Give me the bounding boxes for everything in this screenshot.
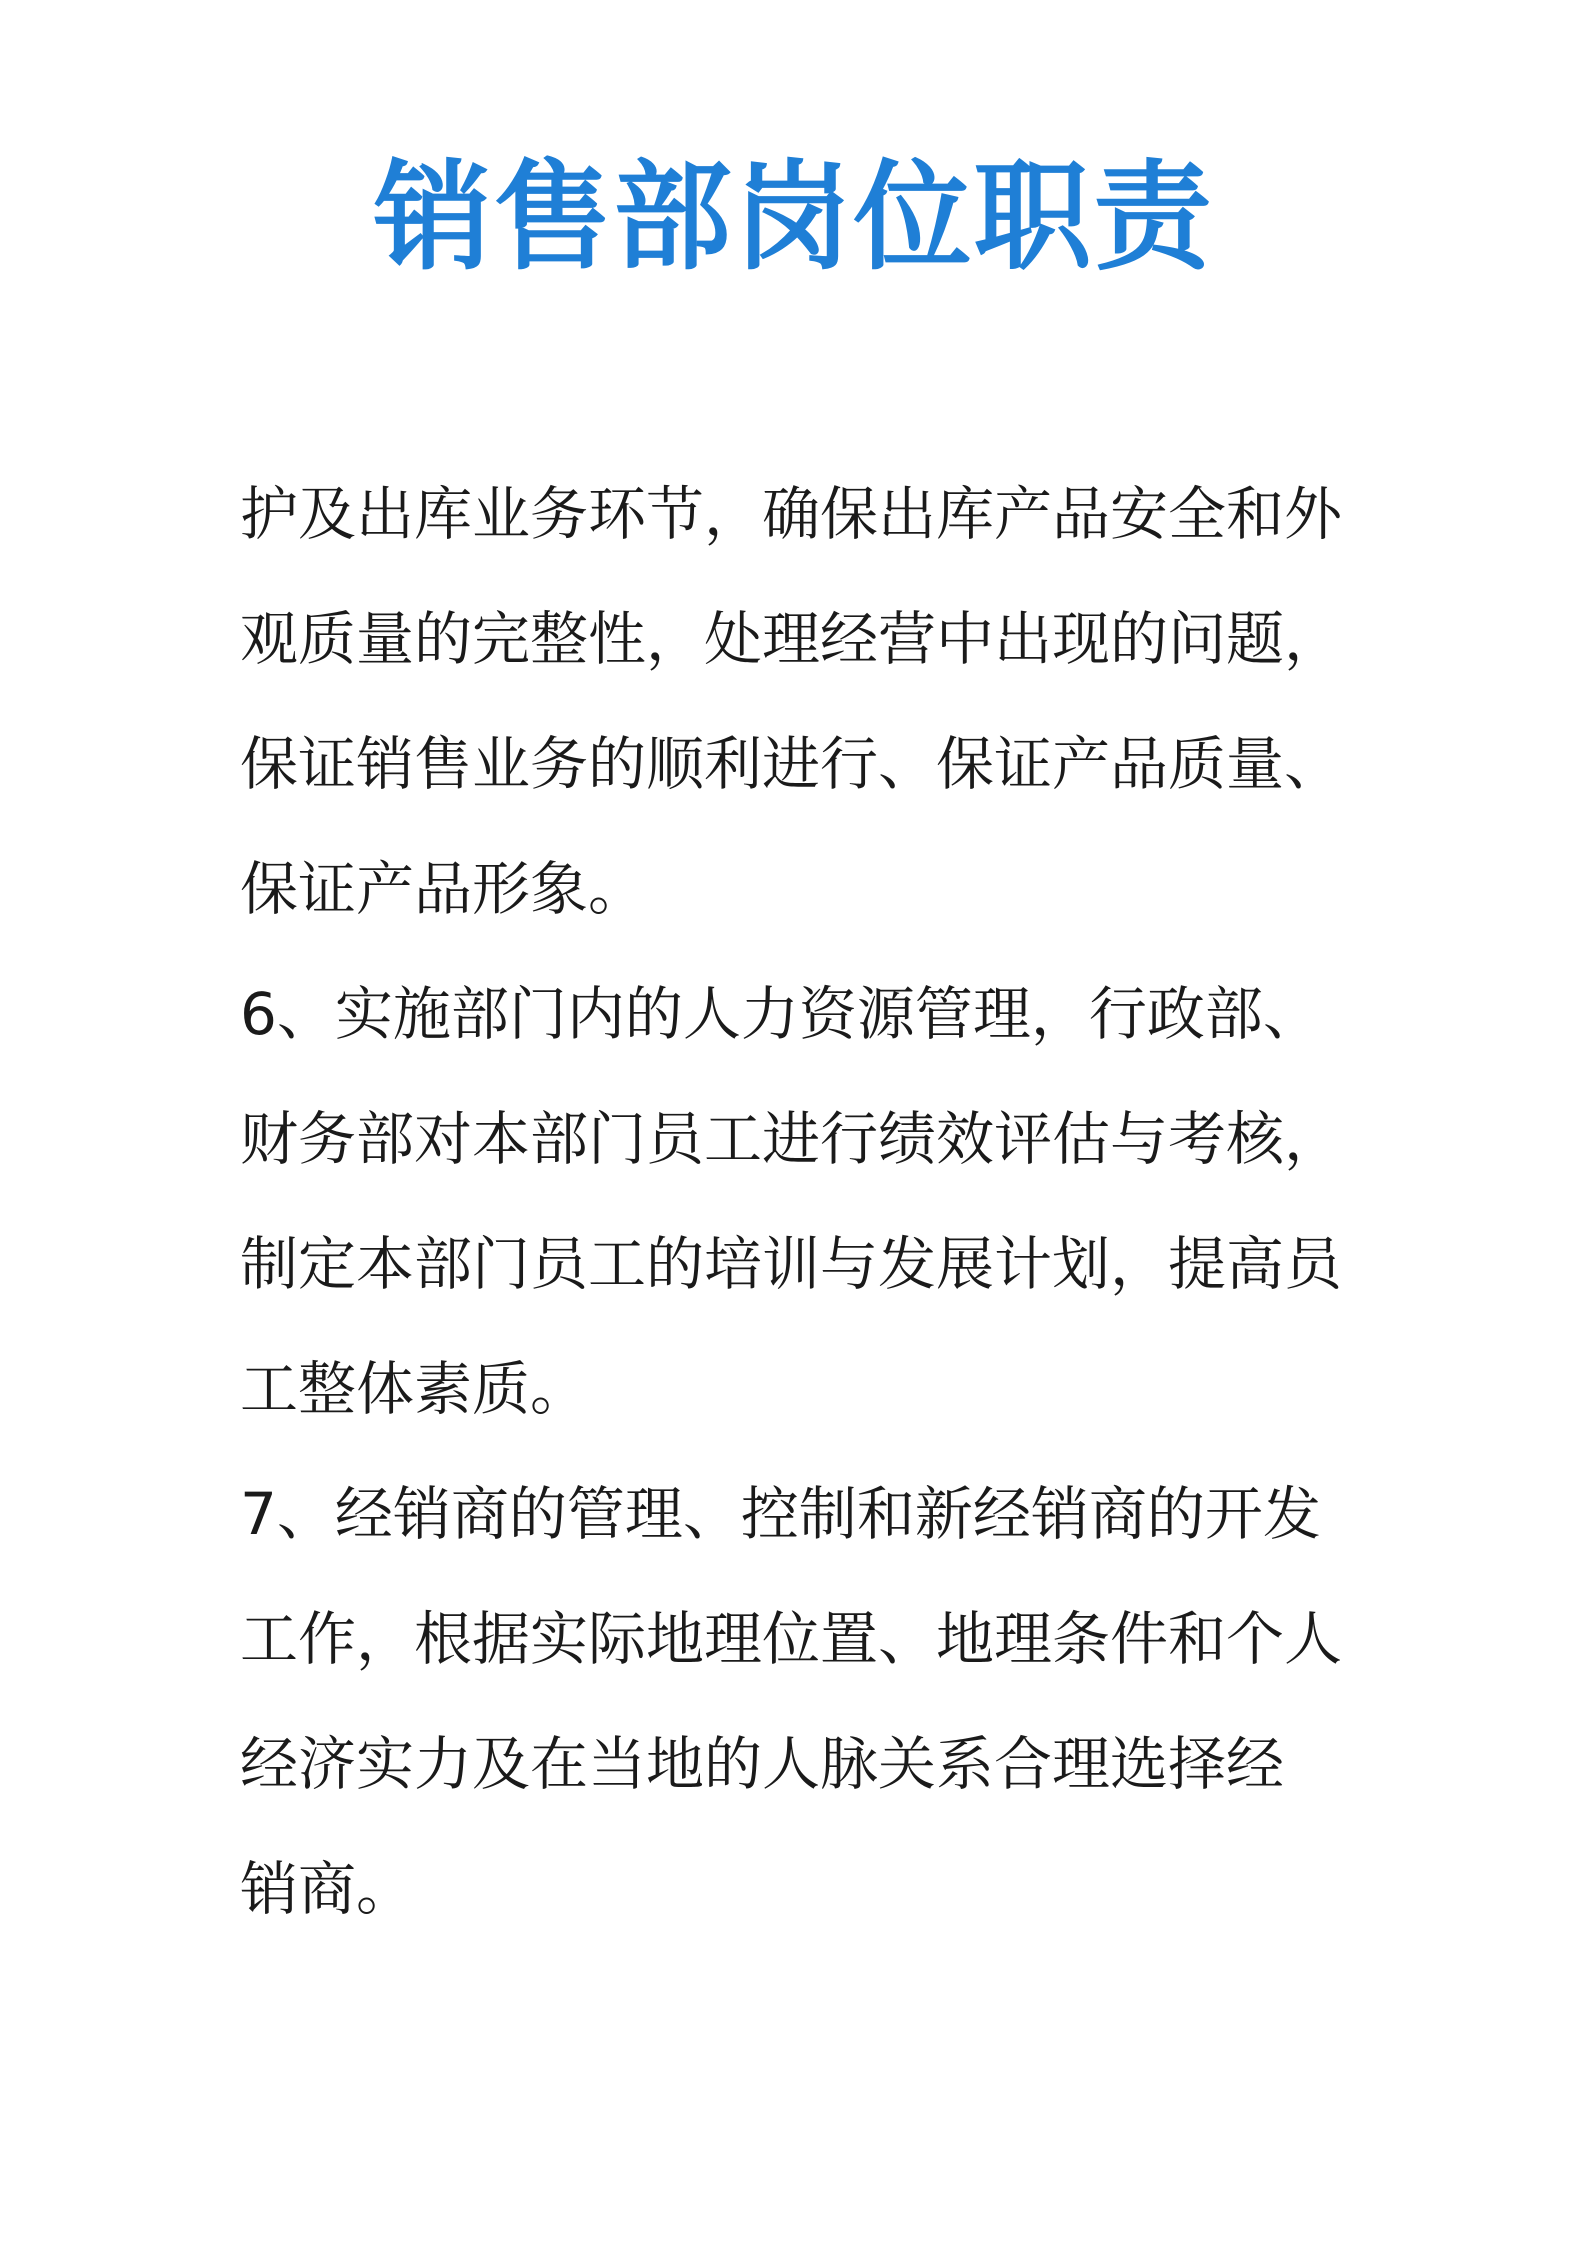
body-text [240, 452, 1360, 1952]
text-line: 工整体素质。 [240, 1355, 589, 1423]
text-line: 工作，根据实际地理位置、地理条件和个人 [240, 1605, 1343, 1673]
text-line: 护及出库业务环节，确保出库产品安全和外 [240, 480, 1343, 548]
text-line: 制定本部门员工的培训与发展计划，提高员 [240, 1230, 1343, 1298]
text-line: 财务部对本部门员工进行绩效评估与考核， [240, 1105, 1343, 1173]
text-line: 销商。 [240, 1855, 415, 1923]
text-line: 观质量的完整性，处理经营中出现的问题， [240, 605, 1343, 673]
text-line: 保证销售业务的顺利进行、保证产品质量、 [240, 730, 1343, 798]
text-line: 6、实施部门内的人力资源管理，行政部、 [240, 980, 1321, 1048]
text-line: 保证产品形象。 [240, 855, 647, 923]
page-title: 销售部岗位职责 [373, 148, 1214, 286]
text-line: 经济实力及在当地的人脉关系合理选择经 [240, 1730, 1285, 1798]
text-line: 7、经销商的管理、控制和新经销商的开发 [240, 1480, 1321, 1548]
